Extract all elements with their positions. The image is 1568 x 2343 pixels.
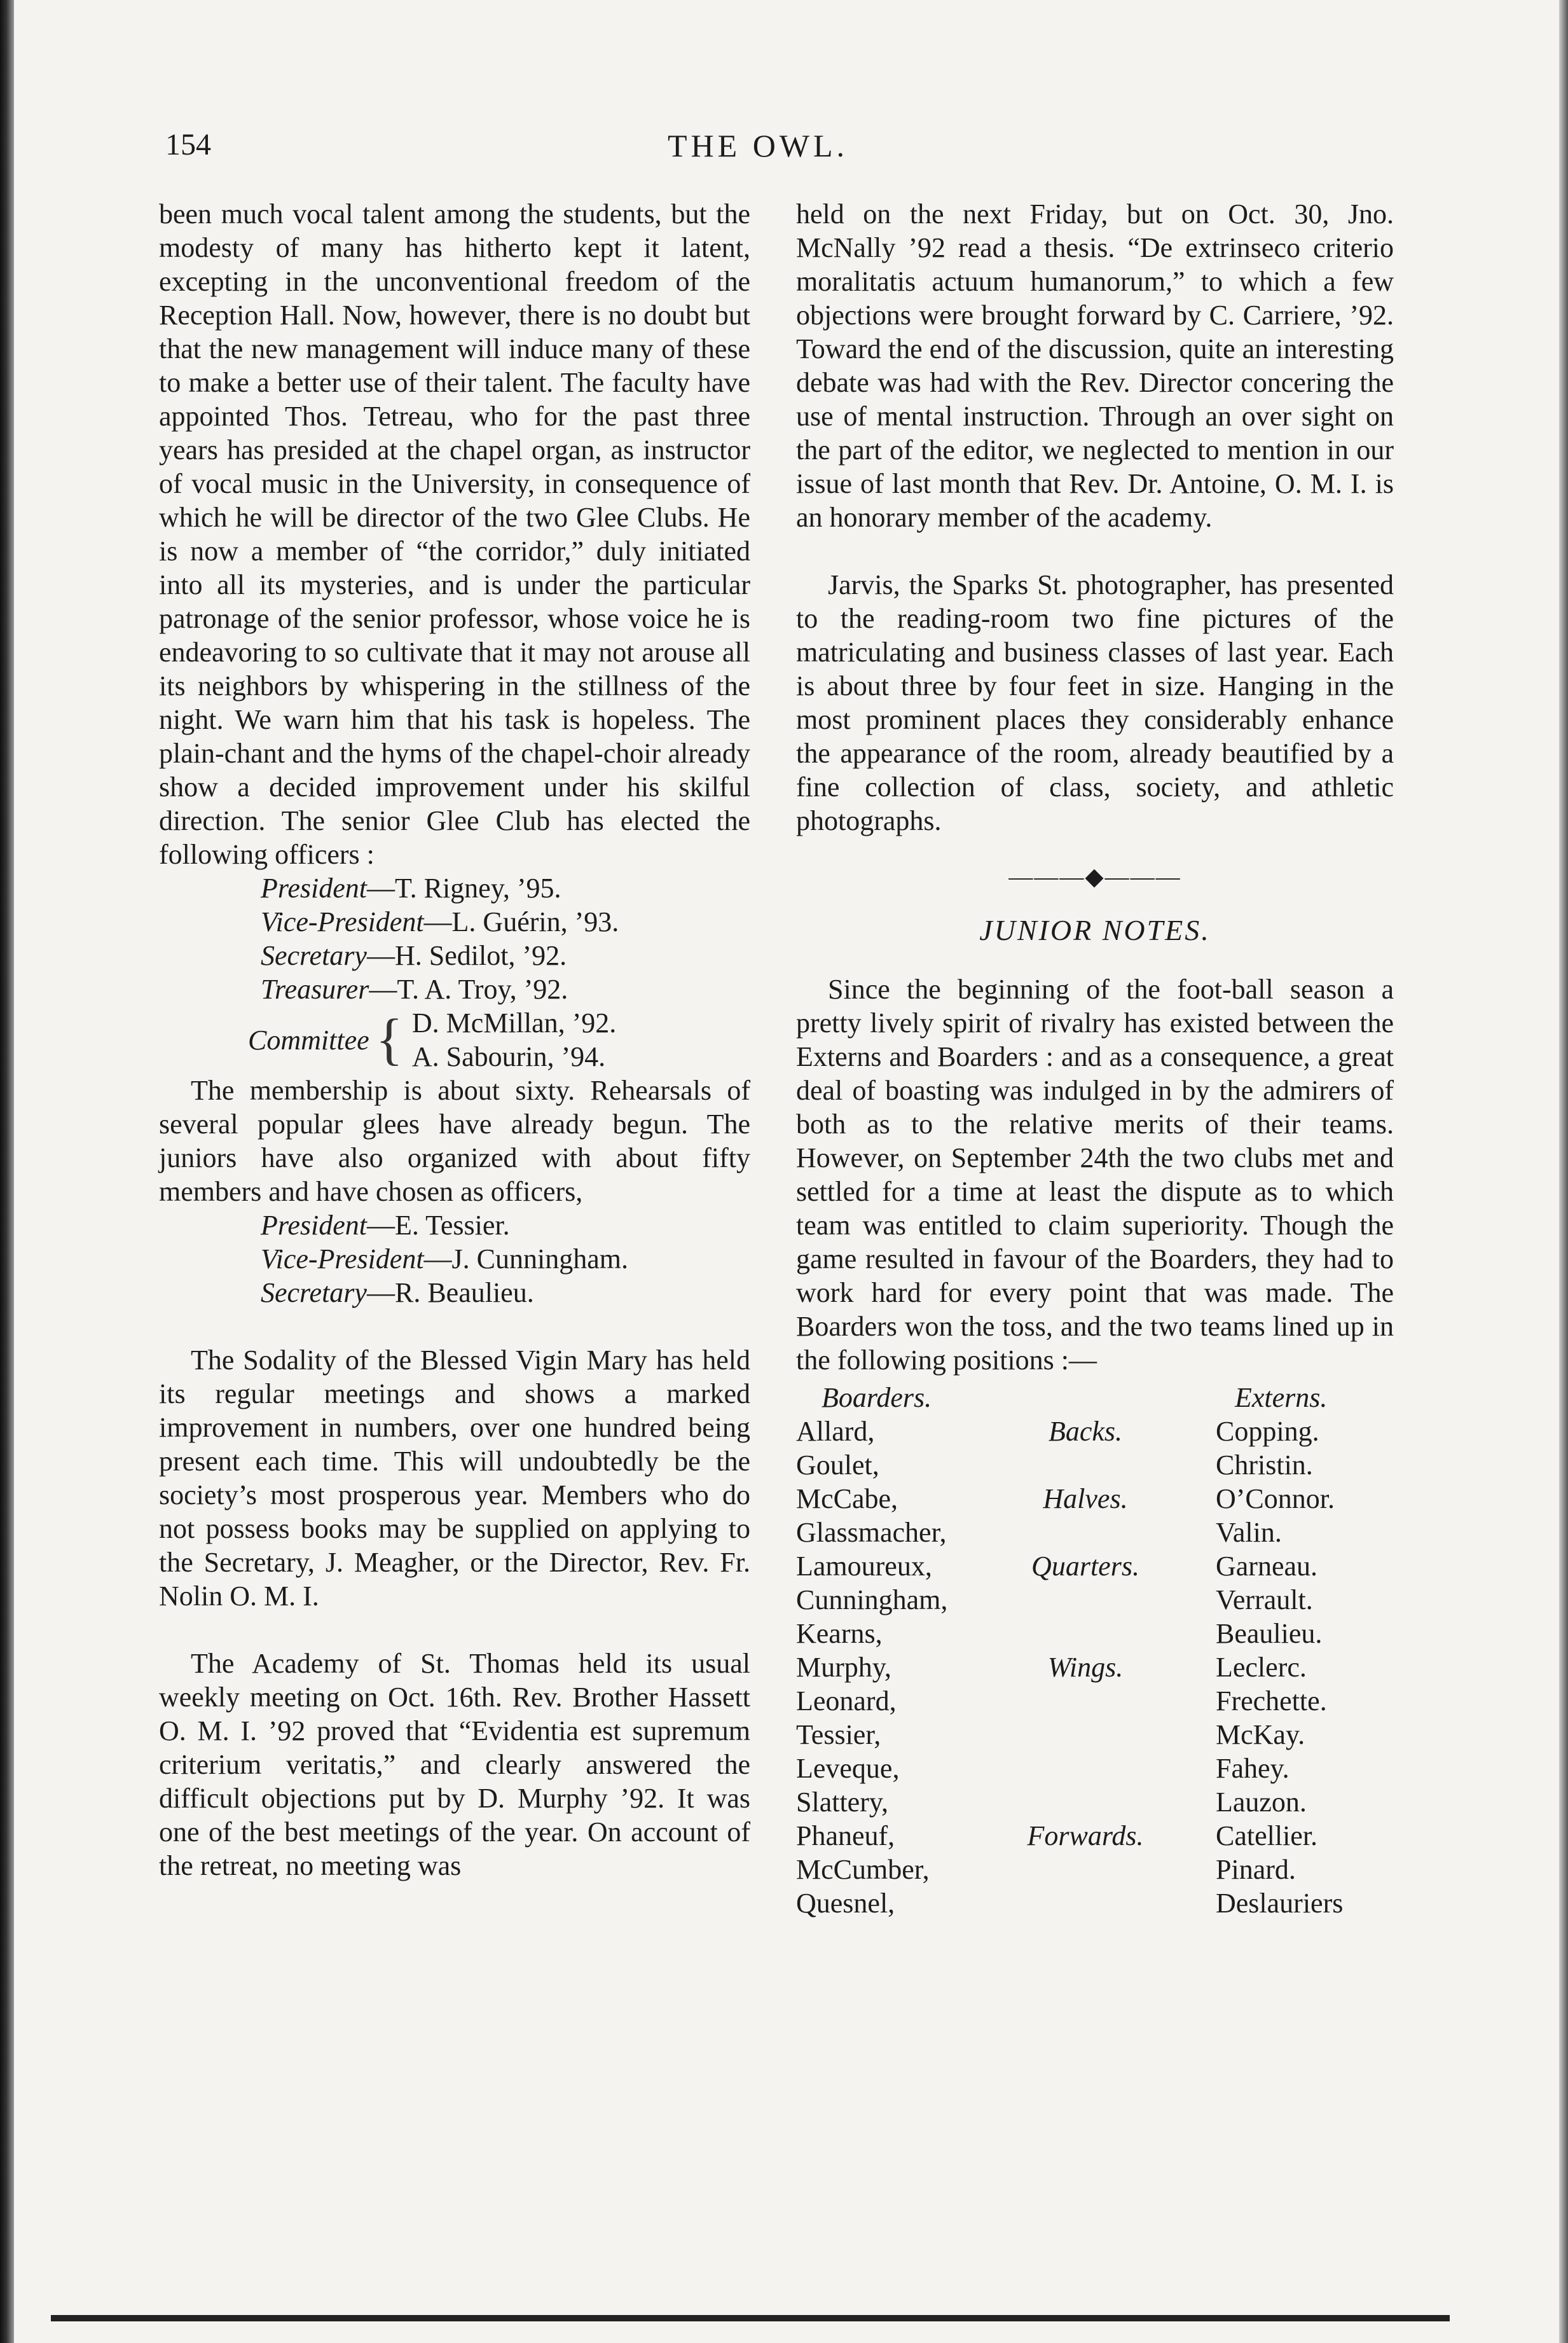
section-ornament: ———◆——— — [1008, 864, 1181, 890]
extern-player: Beaulieu. — [1216, 1618, 1323, 1649]
extern-player: Lauzon. — [1216, 1787, 1307, 1818]
boarder-player: Lamoureux, — [796, 1551, 932, 1582]
lineup-position — [980, 1516, 1190, 1549]
lineup-position — [980, 1718, 1190, 1752]
extern-player: Frechette. — [1216, 1685, 1327, 1717]
extern-player: Verrault. — [1216, 1584, 1313, 1615]
officer-line: Vice-President—J. Cunningham. — [261, 1243, 628, 1275]
extern-player: Pinard. — [1216, 1854, 1296, 1885]
officer-line: Secretary—R. Beaulieu. — [261, 1277, 534, 1308]
lineup-position: Halves. — [1043, 1483, 1128, 1514]
membership-paragraph: The membership is about sixty. Rehearsals of several popular glees have already begun. The juniors have also organized with about fifty members and have chosen as officers, — [159, 1075, 750, 1207]
academy-paragraph: The Academy of St. Thomas held its usual weekly meeting on Oct. 16th. Rev. Brother Hassett O. M. I. ’92 proved that “Evidentia est supremum criterium veritatis,” and clearly answered the difficult objections put by D. Murphy ’92. It was one of the best meetings of the year. On account of the retreat, no meeting was — [159, 1648, 750, 1881]
academy-continued-paragraph: held on the next Friday, but on Oct. 30, Jno. McNally ’92 read a thesis. “De extrinseco criterio moralitatis actuum humanorum,” to which a few objections were brought forward by C. Carriere, ’92. Toward the end of the discussion, quite an interesting debate was had with the Rev. Director concering the use of mental instruction. Through an over sight on the part of the editor, we neglected to mention in our issue of last month that Rev. Dr. Antoine, O. M. I. is an honorary member of the academy. — [796, 198, 1394, 533]
boarder-player: Goulet, — [796, 1449, 879, 1481]
boarder-player: McCumber, — [796, 1854, 930, 1885]
boarder-player: Phaneuf, — [796, 1820, 895, 1851]
boarder-player: Allard, — [796, 1416, 875, 1447]
section-heading: JUNIOR NOTES. — [979, 914, 1211, 946]
extern-player: Garneau. — [1216, 1551, 1318, 1582]
committee-block — [159, 1006, 750, 1074]
boarder-player: Leonard, — [796, 1685, 897, 1717]
committee-names: D. McMillan, ’92. A. Sabourin, ’94. — [411, 1007, 617, 1072]
boarder-player: Murphy, — [796, 1652, 891, 1683]
page-binding-edge — [0, 0, 14, 2343]
extern-player: Leclerc. — [1216, 1652, 1307, 1683]
officer-line: Treasurer—T. A. Troy, ’92. — [261, 974, 568, 1005]
page-header — [159, 127, 1431, 178]
right-column — [796, 197, 1394, 1920]
lineup-position: Wings. — [1047, 1652, 1124, 1683]
glee-club-paragraph: been much vocal talent among the students, but the modesty of many has hitherto kept it latent, excepting in the unconventional freedom of the Reception Hall. Now, however, there is no doubt but that the new management will induce many of these to make a better use of their talent. The faculty have appointed Thos. Tetreau, who for the past three years has presided at the chapel organ, as instructor of vocal music in the University, in consequence of which he will be director of the two Glee Clubs. He is now a member of “the corridor,” duly initiated into all its mysteries, and is under the particular patronage of the senior professor, whose voice he is endeavoring to so cultivate that it may not arouse all its neighbors by whispering in the stillness of the night. We warn him that his task is hopeless. The plain-chant and the hyms of the chapel-choir already show a decided improvement under his skilful direction. The senior Glee Club has elected the following officers : — [159, 198, 750, 870]
officer-line: Secretary—H. Sedilot, ’92. — [261, 940, 567, 971]
lineup-position — [980, 1448, 1190, 1482]
boarder-player: Kearns, — [796, 1618, 883, 1649]
lineup-table — [796, 1381, 1394, 1920]
lineup-position — [980, 1752, 1190, 1785]
officer-line: President—E. Tessier. — [261, 1210, 510, 1241]
lineup-position — [980, 1785, 1190, 1819]
extern-player: Valin. — [1216, 1517, 1282, 1548]
boarder-player: Tessier, — [796, 1719, 881, 1750]
officer-line: President—T. Rigney, ’95. — [261, 873, 561, 904]
committee-label: Committee — [248, 1024, 369, 1056]
running-head: THE OWL. — [668, 128, 849, 163]
page-number: 154 — [165, 128, 211, 162]
lineup-header-spacer — [980, 1381, 1190, 1414]
extern-player: Fahey. — [1216, 1753, 1289, 1784]
left-column — [159, 197, 750, 1883]
photographer-paragraph: Jarvis, the Sparks St. photographer, has presented to the reading-room two fine pictures of the matriculating and business classes of last year. Each is about three by four feet in size. Hanging in the most prominent places they considerably enhance the appearance of the room, already beautified by a fine collection of class, society, and athletic photographs. — [796, 569, 1394, 836]
extern-player: O’Connor. — [1216, 1483, 1335, 1514]
extern-player: Catellier. — [1216, 1820, 1318, 1851]
extern-player: Deslauriers — [1216, 1888, 1344, 1919]
extern-player: McKay. — [1216, 1719, 1305, 1750]
brace-mark: { — [375, 1008, 403, 1071]
bottom-rule — [51, 2315, 1450, 2321]
boarder-player: Leveque, — [796, 1753, 900, 1784]
lineup-header-externs: Externs. — [1235, 1382, 1328, 1413]
lineup-position: Quarters. — [1031, 1551, 1139, 1582]
boarder-player: Quesnel, — [796, 1888, 895, 1919]
officer-line: Vice-President—L. Guérin, ’93. — [261, 906, 619, 937]
junior-officer-list — [159, 1208, 750, 1310]
extern-player: Christin. — [1216, 1449, 1313, 1481]
lineup-position — [980, 1617, 1190, 1650]
boarder-player: Slattery, — [796, 1787, 888, 1818]
lineup-position: Forwards. — [1027, 1820, 1144, 1851]
lineup-position — [980, 1583, 1190, 1617]
lineup-position — [980, 1886, 1190, 1920]
boarder-player: Glassmacher, — [796, 1517, 947, 1548]
boarder-player: Cunningham, — [796, 1584, 948, 1615]
lineup-header-boarders: Boarders. — [822, 1382, 932, 1413]
extern-player: Copping. — [1216, 1416, 1319, 1447]
sodality-paragraph: The Sodality of the Blessed Vigin Mary has held its regular meetings and shows a marked improvement in numbers, over one hundred being present each time. This will undoubtedly be the society’s most prosperous year. Members who do not possess books may be supplied on applying to the Secretary, J. Meagher, or the Director, Rev. Fr. Nolin O. M. I. — [159, 1344, 750, 1612]
boarder-player: McCabe, — [796, 1483, 898, 1514]
football-paragraph: Since the beginning of the foot-ball season a pretty lively spirit of rivalry has existed between the Externs and Boarders : and as a consequence, a great deal of boasting was indulged in by the admirers of both as to the relative merits of their teams. However, on September 24th the two clubs met and settled for a time at least the dispute as to which team was entitled to claim superiority. Though the game resulted in favour of the Boarders, they had to work hard for every point that was made. The Boarders won the toss, and the two teams lined up in the following positions :— — [796, 974, 1394, 1376]
lineup-position — [980, 1853, 1190, 1886]
senior-officer-list — [159, 871, 750, 1006]
lineup-position: Backs. — [1048, 1416, 1123, 1447]
page-right-edge — [1559, 0, 1568, 2343]
lineup-position — [980, 1684, 1190, 1718]
